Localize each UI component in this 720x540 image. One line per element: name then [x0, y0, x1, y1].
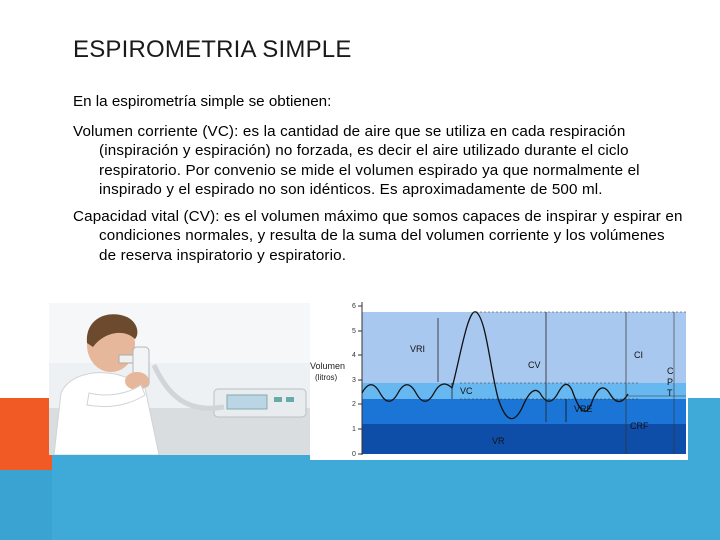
slide-body: [73, 92, 683, 272]
tick-2: 2: [352, 401, 356, 408]
label-cpt-p: P: [667, 377, 674, 387]
spirometer-device: [214, 389, 306, 417]
tick-3: 3: [352, 377, 356, 384]
tick-1: 1: [352, 426, 356, 433]
spirometry-photo: [49, 303, 314, 455]
paragraph-volumen-corriente: Volumen corriente (VC): es la cantidad de aire que se utiliza en cada respiración (inspiración y espiración) no forzada, es decir el aire utilizado durante el ciclo respiratorio. Por convenio se mide el volumen espirado ya que normalmente el inspirado y el espirado no son idénticos. Es aproximadamente de 500 ml.: [73, 122, 640, 198]
label-vr: VR: [492, 436, 505, 446]
tick-5: 5: [352, 328, 356, 335]
label-cpt-t: T: [667, 388, 673, 398]
tick-0: 0: [352, 451, 356, 458]
label-vri: VRI: [410, 344, 426, 354]
label-vre: VRE: [574, 404, 593, 414]
label-crf: CRF: [630, 421, 649, 431]
label-cpt-c: C: [667, 366, 674, 376]
label-cv: CV: [528, 360, 541, 370]
axis-label-volumen: Volumen: [310, 361, 346, 371]
lung-volumes-graph: [310, 298, 688, 460]
label-ci: CI: [634, 350, 643, 360]
tick-6: 6: [352, 303, 356, 310]
paragraph-capacidad-vital: Capacidad vital (CV): es el volumen máximo que somos capaces de inspirar y espirar en condiciones normales, y resulta de la suma del volumen corriente y los volúmenes de reserva inspiratorio y espiratorio.: [73, 207, 683, 264]
decorative-blue-corner: [0, 470, 52, 540]
label-vc: VC: [460, 386, 473, 396]
intro-text: En la espirometría simple se obtienen:: [73, 93, 332, 110]
tick-4: 4: [352, 352, 356, 359]
slide-title: ESPIROMETRIA SIMPLE: [73, 36, 352, 63]
axis-label-litros: (litros): [315, 373, 338, 382]
